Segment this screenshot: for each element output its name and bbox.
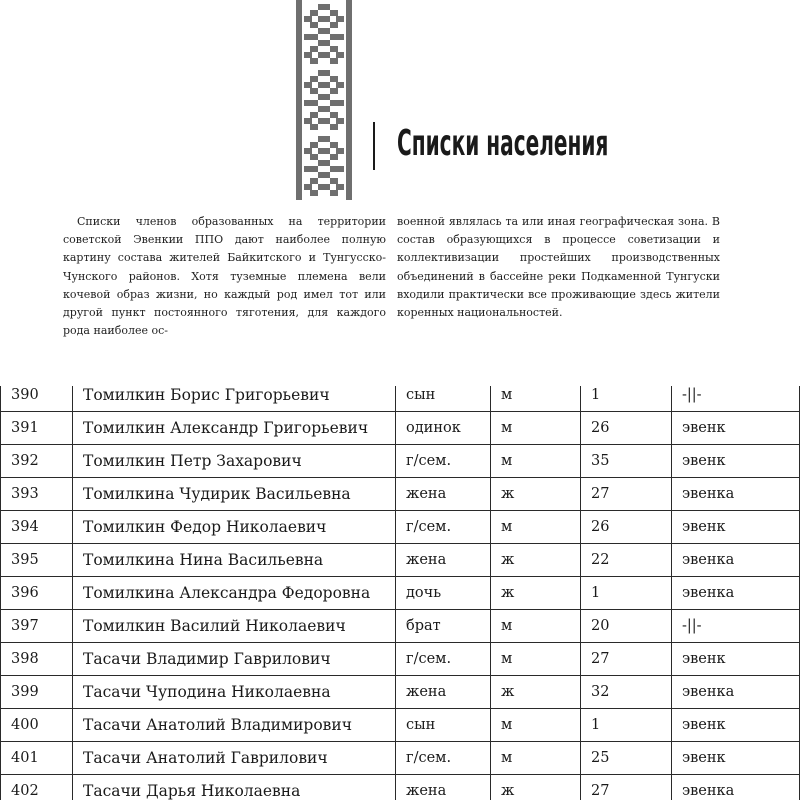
person-name-cell: Томилкина Нина Васильевна bbox=[73, 544, 396, 577]
sex-cell: м bbox=[491, 610, 581, 643]
page-title: Списки населения bbox=[397, 123, 609, 164]
table-row bbox=[1, 478, 800, 511]
nationality-cell: эвенка bbox=[672, 676, 800, 709]
family-role-cell: г/сем. bbox=[396, 511, 491, 544]
title-divider bbox=[373, 122, 375, 170]
ornament-icon bbox=[296, 0, 352, 200]
family-role-cell: жена bbox=[396, 544, 491, 577]
row-number-cell: 394 bbox=[1, 511, 73, 544]
row-number-cell: 397 bbox=[1, 610, 73, 643]
table-row bbox=[1, 709, 800, 742]
table-row bbox=[1, 610, 800, 643]
row-number-cell: 395 bbox=[1, 544, 73, 577]
sex-cell: м bbox=[491, 511, 581, 544]
age-cell: 32 bbox=[581, 676, 672, 709]
age-cell: 26 bbox=[581, 511, 672, 544]
family-role-cell: одинок bbox=[396, 412, 491, 445]
nationality-cell: эвенка bbox=[672, 544, 800, 577]
family-role-cell: г/сем. bbox=[396, 742, 491, 775]
row-number-cell: 392 bbox=[1, 445, 73, 478]
age-cell: 25 bbox=[581, 742, 672, 775]
age-cell: 1 bbox=[581, 386, 672, 412]
nationality-cell: эвенк bbox=[672, 742, 800, 775]
family-role-cell: дочь bbox=[396, 577, 491, 610]
family-role-cell: жена bbox=[396, 676, 491, 709]
nationality-cell: эвенка bbox=[672, 478, 800, 511]
row-number-cell: 400 bbox=[1, 709, 73, 742]
row-number-cell: 402 bbox=[1, 775, 73, 800]
table-row bbox=[1, 742, 800, 775]
age-cell: 27 bbox=[581, 478, 672, 511]
person-name-cell: Томилкин Василий Николаевич bbox=[73, 610, 396, 643]
age-cell: 22 bbox=[581, 544, 672, 577]
sex-cell: м bbox=[491, 709, 581, 742]
sex-cell: м bbox=[491, 386, 581, 412]
nationality-cell: эвенк bbox=[672, 445, 800, 478]
nationality-cell: эвенк bbox=[672, 643, 800, 676]
person-name-cell: Тасачи Чуподина Николаевна bbox=[73, 676, 396, 709]
population-list-table bbox=[0, 386, 800, 800]
row-number-cell: 390 bbox=[1, 386, 73, 412]
sex-cell: ж bbox=[491, 676, 581, 709]
nationality-cell: -||- bbox=[672, 386, 800, 412]
row-number-cell: 396 bbox=[1, 577, 73, 610]
row-number-cell: 399 bbox=[1, 676, 73, 709]
family-role-cell: жена bbox=[396, 478, 491, 511]
table-row bbox=[1, 445, 800, 478]
row-number-cell: 393 bbox=[1, 478, 73, 511]
sex-cell: м bbox=[491, 445, 581, 478]
family-role-cell: сын bbox=[396, 386, 491, 412]
table-row bbox=[1, 676, 800, 709]
sex-cell: ж bbox=[491, 544, 581, 577]
age-cell: 35 bbox=[581, 445, 672, 478]
age-cell: 1 bbox=[581, 577, 672, 610]
sex-cell: ж bbox=[491, 775, 581, 800]
family-role-cell: г/сем. bbox=[396, 643, 491, 676]
nationality-cell: эвенк bbox=[672, 709, 800, 742]
intro-text-left: Списки членов образованных на территории советской Эвенкии ППО дают наиболее полную картину состава жителей Байкитского и Тунгусско-Чунского районов. Хотя туземные племена вели кочевой образ жизни, но каждый род имел тот или другой пункт постоянного тяготения, для каждого рода наиболее ос- bbox=[63, 215, 386, 338]
book-page bbox=[0, 0, 800, 340]
age-cell: 20 bbox=[581, 610, 672, 643]
person-name-cell: Томилкин Федор Николаевич bbox=[73, 511, 396, 544]
row-number-cell: 401 bbox=[1, 742, 73, 775]
sex-cell: м bbox=[491, 412, 581, 445]
table-row bbox=[1, 775, 800, 800]
table-row bbox=[1, 386, 800, 412]
sex-cell: ж bbox=[491, 577, 581, 610]
sex-cell: м bbox=[491, 742, 581, 775]
table-row bbox=[1, 412, 800, 445]
person-name-cell: Тасачи Анатолий Гаврилович bbox=[73, 742, 396, 775]
person-name-cell: Томилкина Чудирик Васильевна bbox=[73, 478, 396, 511]
person-name-cell: Томилкин Борис Григорьевич bbox=[73, 386, 396, 412]
sex-cell: ж bbox=[491, 478, 581, 511]
nationality-cell: -||- bbox=[672, 610, 800, 643]
row-number-cell: 391 bbox=[1, 412, 73, 445]
family-role-cell: г/сем. bbox=[396, 445, 491, 478]
table-row bbox=[1, 643, 800, 676]
age-cell: 26 bbox=[581, 412, 672, 445]
nationality-cell: эвенк bbox=[672, 412, 800, 445]
table-row bbox=[1, 577, 800, 610]
intro-text-right: военной являлась та или иная географическая зона. В состав образующихся в процессе советизации и коллективизации простейших производственных объединений в бассейне реки Подкаменной Тунгуски входили практически все проживающие здесь жители коренных национальностей. bbox=[397, 215, 720, 320]
person-name-cell: Томилкина Александра Федоровна bbox=[73, 577, 396, 610]
family-role-cell: брат bbox=[396, 610, 491, 643]
person-name-cell: Томилкин Александр Григорьевич bbox=[73, 412, 396, 445]
family-role-cell: сын bbox=[396, 709, 491, 742]
age-cell: 27 bbox=[581, 643, 672, 676]
sex-cell: м bbox=[491, 643, 581, 676]
age-cell: 1 bbox=[581, 709, 672, 742]
person-name-cell: Томилкин Петр Захарович bbox=[73, 445, 396, 478]
nationality-cell: эвенк bbox=[672, 511, 800, 544]
table-row bbox=[1, 511, 800, 544]
nationality-cell: эвенка bbox=[672, 775, 800, 800]
age-cell: 27 bbox=[581, 775, 672, 800]
row-number-cell: 398 bbox=[1, 643, 73, 676]
nationality-cell: эвенка bbox=[672, 577, 800, 610]
person-name-cell: Тасачи Анатолий Владимирович bbox=[73, 709, 396, 742]
table-row bbox=[1, 544, 800, 577]
person-name-cell: Тасачи Дарья Николаевна bbox=[73, 775, 396, 800]
person-name-cell: Тасачи Владимир Гаврилович bbox=[73, 643, 396, 676]
family-role-cell: жена bbox=[396, 775, 491, 800]
